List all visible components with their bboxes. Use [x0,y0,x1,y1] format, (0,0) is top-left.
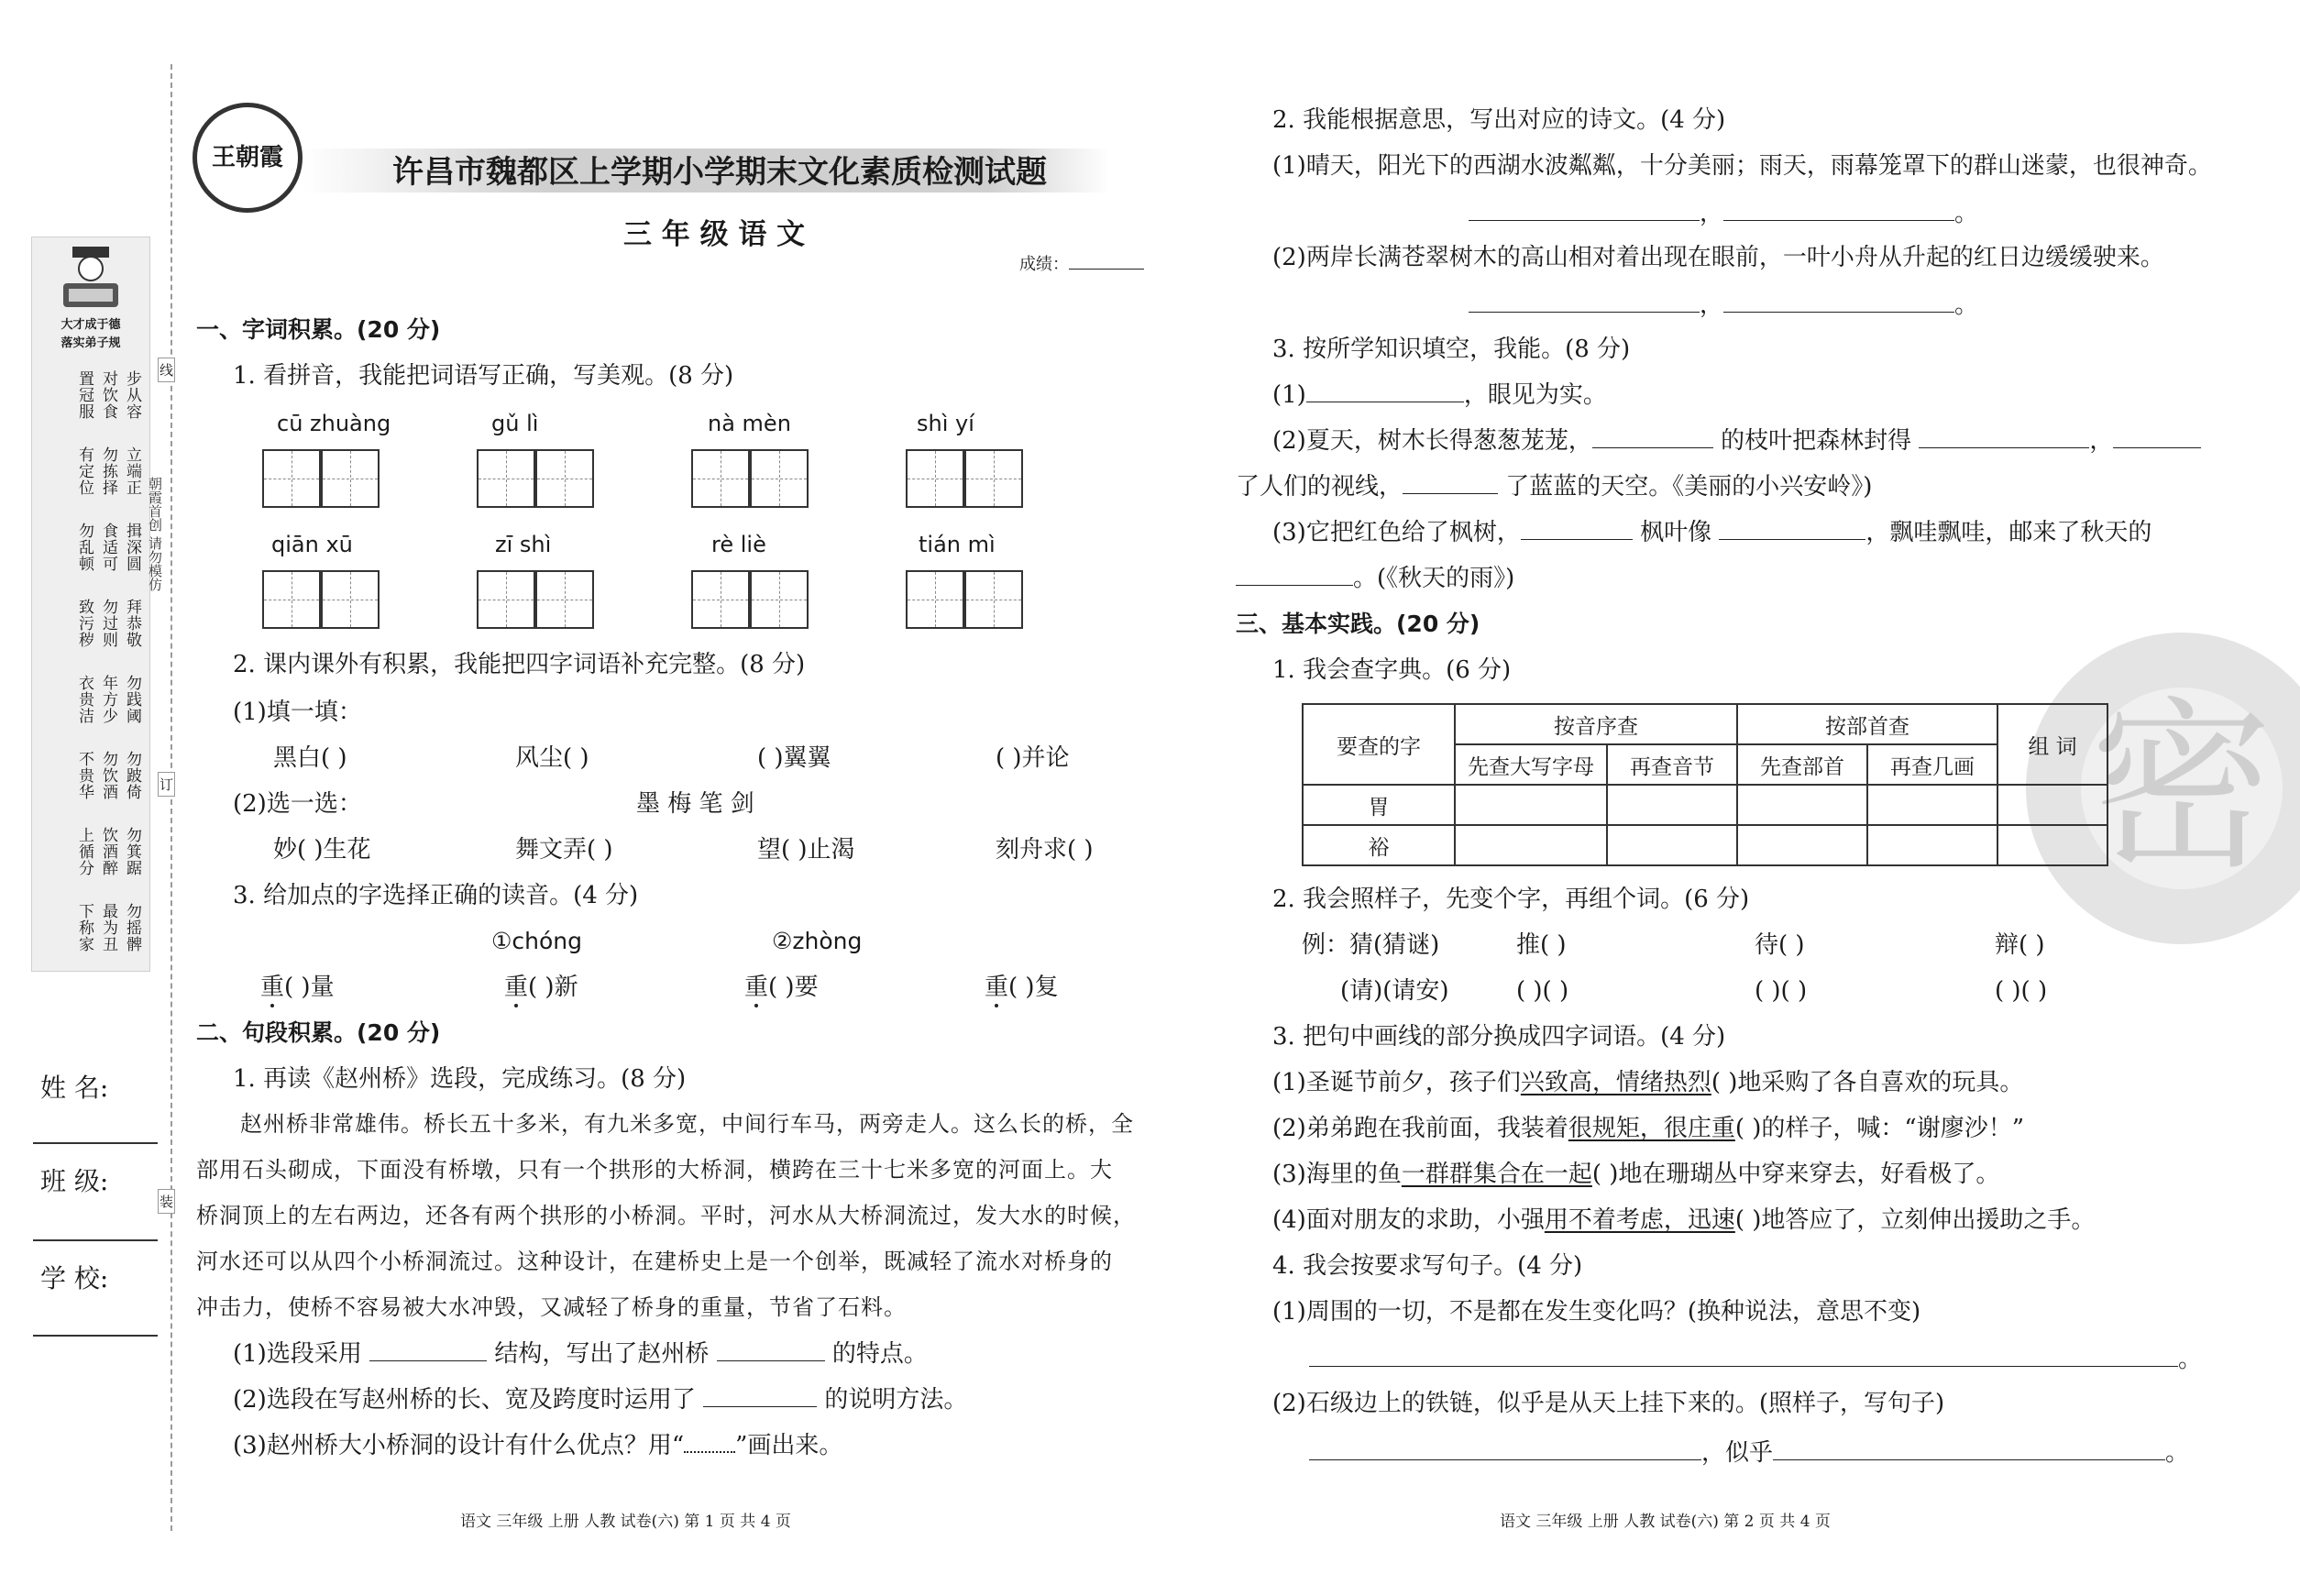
writing-cell[interactable] [262,449,321,508]
sidebar-verse: 不贵华 [75,751,94,800]
writing-cell[interactable] [964,570,1023,629]
sidebar-verse: 勿饮酒 [99,751,117,800]
passage-line: 冲击力，使桥不容易被大水冲毁，又减轻了桥身的重量，节省了石料。 [196,1294,907,1320]
question-2-1: 1. 再读《赵州桥》选段，完成练习。(8 分) [233,1065,687,1093]
answer-blank[interactable] [1919,446,2089,448]
question-r-2: 2. 我能根据意思，写出对应的诗文。(4 分) [1272,106,1726,134]
scholar-figure [56,243,126,314]
answer-paren[interactable]: ( )地在珊瑚丛中穿来穿去，好看极了。 [1591,1161,2000,1188]
score-field[interactable] [1069,268,1144,270]
page-footer-2: 语文 三年级 上册 人教 试卷(六) 第 2 页 共 4 页 [1500,1513,1831,1531]
answer-blank[interactable] [1306,401,1464,402]
binding-line [171,64,172,1531]
passage-line: 河水还可以从四个小桥洞流过。这种设计，在建桥史上是一个创举，既减轻了流水对桥身的 [196,1249,1113,1274]
writing-cell[interactable] [535,449,594,508]
replace-2: (2)弟弟跑在我前面，我装着很规矩，很庄重( )的样子，喊：“谢廖沙！” [1272,1115,2024,1142]
table-row-char: 胃 [1303,785,1455,825]
school-field[interactable] [33,1335,158,1337]
sidebar-verse: 勿摇髀 [123,903,141,952]
sidebar-verse: 勿乱顿 [75,523,94,572]
sidebar-verse: 勿拣择 [99,446,117,496]
name-field[interactable] [33,1142,158,1144]
sidebar-verse: 拜恭敬 [123,599,141,648]
sidebar-verse: 致污秽 [75,599,94,648]
replace-4: (4)面对朋友的求助，小强用不着考虑，迅速( )地答应了，立刻伸出援助之手。 [1272,1206,2096,1234]
section-3-title: 三、基本实践。(20 分) [1236,611,1480,637]
pinyin-label: tián mì [919,532,996,557]
answer-blank[interactable] [1592,446,1713,448]
passage-line: 部用石头砌成，下面没有桥墩，只有一个拱形的大桥洞，横跨在三十七米多宽的河面上。大 [196,1157,1113,1183]
answer-blank[interactable] [2113,446,2201,448]
sentence-answer-2: ，似乎 。 [1309,1439,2189,1468]
underlined-phrase: 兴致高，情绪热烈 [1520,1069,1711,1096]
table-cell[interactable] [1455,825,1607,865]
idiom-item[interactable]: 望( )止渴 [757,836,855,864]
seal-mark-line: 线 [158,358,175,382]
answer-blank[interactable] [703,1405,817,1407]
page-footer-1: 语文 三年级 上册 人教 试卷(六) 第 1 页 共 4 页 [460,1513,791,1531]
pinyin-label: nà mèn [708,411,791,436]
sidebar-verse: 饮酒醉 [99,827,117,876]
answer-blank[interactable] [1469,311,1700,313]
th-by-sound: 按音序查 [1455,704,1737,744]
answer-line[interactable] [1773,1458,2165,1460]
choose-options: 墨 梅 笔 剑 [636,790,754,818]
th-word: 组 词 [1997,704,2107,785]
th-sub: 再查音节 [1607,744,1737,785]
underlined-phrase: 一群群集合在一起 [1401,1161,1592,1188]
pinyin-label: gǔ lì [491,411,539,436]
pinyin-label: cū zhuàng [277,411,391,436]
sidebar-verse: 最为丑 [99,903,117,952]
writing-cell[interactable] [750,570,809,629]
answer-paren[interactable]: ( )的样子，喊：“谢廖沙！” [1734,1115,2024,1142]
sidebar-verse: 上循分 [75,827,94,876]
answer-blank[interactable] [1469,219,1700,221]
sidebar-verse: 衣贵洁 [75,675,94,724]
table-cell[interactable] [1997,785,2107,825]
sidebar-verse: 食适可 [99,523,117,572]
word-item[interactable]: 待( ) [1755,931,1805,959]
idiom-item[interactable]: 妙( )生花 [273,836,371,864]
answer-line[interactable] [1309,1365,2178,1367]
side-note: 朝霞首创 请勿模仿 [147,477,163,591]
answer-blank[interactable] [1403,492,1498,494]
th-char: 要查的字 [1303,704,1455,785]
answer-blank[interactable] [1723,219,1954,221]
pinyin-label: qiān xū [271,532,353,557]
table-cell[interactable] [1997,825,2107,865]
reading-item[interactable] [744,974,819,1002]
question-1-3: 3. 给加点的字选择正确的读音。(4 分) [233,882,639,909]
idiom-item[interactable]: 黑白( ) [273,744,347,772]
writing-cell[interactable] [691,449,750,508]
brand-name: 王朝霞 [211,144,283,171]
replace-3: (3)海里的鱼一群群集合在一起( )地在珊瑚丛中穿来穿去，好看极了。 [1272,1161,2000,1188]
dotted-char: 重 [744,974,769,1001]
answer-blank[interactable] [1236,584,1353,586]
sidebar-panel [31,237,150,972]
writing-cell[interactable] [321,449,380,508]
example-2: (请)(请安) [1340,977,1449,1005]
dotted-char: 重 [985,974,1009,1001]
section-1-title: 一、字词积累。(20 分) [196,316,441,343]
sidebar-verse: 勿过则 [99,599,117,648]
reading-blank: ( )要 [768,974,819,1001]
idiom-item[interactable]: 刻舟求( ) [996,836,1094,864]
table-cell[interactable] [1607,785,1737,825]
writing-cell[interactable] [535,570,594,629]
writing-cell[interactable] [750,449,809,508]
answer-paren[interactable]: ( )地答应了，立刻伸出援助之手。 [1734,1206,2096,1234]
reading-option-1: ①chóng [491,928,583,954]
reading-blank: ( )复 [1008,974,1059,1001]
pinyin-label: zī shì [495,532,552,557]
answer-blank[interactable] [1723,311,1954,313]
question-3-4: 4. 我会按要求写句子。(4 分) [1272,1252,1583,1280]
word-item[interactable]: 推( ) [1516,931,1567,959]
score-row [1019,255,1144,275]
fill-r-3: (3)它把红色给了枫树， 枫叶像 ，飘哇飘哇，邮来了秋天的 [1272,519,2152,546]
answer-blank[interactable] [717,1359,825,1361]
sidebar-verse: 勿跛倚 [123,751,141,800]
poem-prompt-1: (1)晴天，阳光下的西湖水波粼粼，十分美丽；雨天，雨幕笼罩下的群山迷蒙，也很神奇。 [1272,152,2212,180]
dictionary-table [1302,703,2108,866]
exam-title: 许昌市魏都区上学期小学期末文化素质检测试题 [392,154,1047,191]
question-1-2: 2. 课内课外有积累，我能把四字词语补充完整。(8 分) [233,651,806,678]
word-item[interactable]: 辩( ) [1995,931,2045,959]
pinyin-label: rè liè [711,532,766,557]
idiom-item[interactable]: 风尘( ) [515,744,589,772]
writing-cell[interactable] [321,570,380,629]
sidebar-verse: 置冠服 [75,370,94,420]
reading-item[interactable] [504,974,578,1002]
th-sub: 先查大写字母 [1455,744,1607,785]
th-sub: 再查几画 [1867,744,1997,785]
answer-blank[interactable] [1521,538,1633,540]
fill-r-3b: 。(《秋天的雨》) [1236,565,1514,593]
replace-1: (1)圣诞节前夕，孩子们兴致高，情绪热烈( )地采购了各自喜欢的玩具。 [1272,1069,2024,1096]
dotted-char: 重 [260,974,285,1001]
fill-r-2: (2)夏天，树木长得葱葱茏茏， 的枝叶把森林封得 ， [1272,427,2201,456]
writing-cell[interactable] [964,449,1023,508]
fill-r-2b: 了人们的视线， 了蓝蓝的天空。《美丽的小兴安岭》) [1236,473,1873,501]
dotted-char: 重 [504,974,529,1001]
class-field[interactable] [33,1239,158,1241]
sentence-task-1: (1)周围的一切，不是都在发生变化吗？(换种说法，意思不变) [1272,1298,1921,1326]
motto-line-1: 大才成于德 [61,318,121,332]
table-cell[interactable] [1867,825,1997,865]
writing-cell[interactable] [477,570,535,629]
idiom-item[interactable]: 舞文弄( ) [515,836,613,864]
poem-prompt-2: (2)两岸长满苍翠树木的高山相对着出现在眼前，一叶小舟从升起的红日边缓缓驶来。 [1272,244,2164,271]
sentence-answer-1: 。 [1309,1346,2202,1374]
underlined-phrase: 很规矩，很庄重 [1568,1115,1735,1142]
poem-answer-1: ， 。 [1469,200,1978,228]
wavy-line-mark [684,1446,735,1453]
sidebar-verse: 步从容 [123,370,141,420]
sidebar-verse: 立端正 [123,446,141,496]
score-label: 成绩： [1019,255,1069,274]
fill-r-1: (1) ，眼见为实。 [1272,381,1607,409]
passage-question-3: (3)赵州桥大小桥洞的设计有什么优点？用“ ”画出来。 [233,1432,843,1459]
answer-blank[interactable] [1719,538,1865,540]
reading-item[interactable] [985,974,1059,1002]
exam-subject: 三 年 级 语 文 [623,218,806,251]
table-cell[interactable] [1737,825,1867,865]
fill-label: (1)填一填： [233,699,362,726]
passage-line: 赵州桥非常雄伟。桥长五十多米，有九米多宽，中间行车马，两旁走人。这么长的桥，全 [240,1111,1134,1137]
answer-paren[interactable]: ( )地采购了各自喜欢的玩具。 [1711,1069,2024,1096]
writing-cell[interactable] [477,449,535,508]
poem-answer-2: ， 。 [1469,292,1978,320]
sidebar-motto [36,316,146,352]
choose-label: (2)选一选： [233,790,362,818]
passage-question-1: (1)选段采用 结构，写出了赵州桥 的特点。 [233,1340,928,1368]
sidebar-verse: 年方少 [99,675,117,724]
table-cell[interactable] [1455,785,1607,825]
sentence-task-2: (2)石级边上的铁链，似乎是从天上挂下来的。(照样子，写句子) [1272,1390,1945,1417]
idiom-item[interactable]: ( )并论 [996,744,1070,772]
question-3-1: 1. 我会查字典。(6 分) [1272,656,1512,684]
reading-option-2: ②zhòng [772,928,863,954]
word-pair[interactable]: ( )( ) [1995,977,2048,1005]
sidebar-verse: 有定位 [75,446,94,496]
sidebar-verse: 揖深圆 [123,523,141,572]
word-pair[interactable]: ( )( ) [1755,977,1808,1005]
th-sub: 先查部首 [1737,744,1867,785]
question-3-2: 2. 我会照样子，先变个字，再组个词。(6 分) [1272,886,1750,913]
table-cell[interactable] [1737,785,1867,825]
idiom-item[interactable]: ( )翼翼 [757,744,831,772]
writing-cell[interactable] [262,570,321,629]
passage-question-2: (2)选段在写赵州桥的长、宽及跨度时运用了 的说明方法。 [233,1386,968,1414]
reading-blank: ( )新 [528,974,578,1001]
reading-blank: ( )量 [284,974,335,1001]
sidebar-verse: 下称家 [75,903,94,952]
seal-mark-ding: 订 [158,772,175,797]
writing-cell[interactable] [906,449,964,508]
class-label: 班 级: [40,1166,109,1196]
table-row-char: 裕 [1303,825,1455,865]
table-cell[interactable] [1867,785,1997,825]
word-pair[interactable]: ( )( ) [1516,977,1569,1005]
answer-line[interactable] [1309,1458,1701,1460]
example-1: 例：猜(猜谜) [1302,931,1440,959]
reading-item[interactable] [260,974,335,1002]
question-1-1: 1. 看拼音，我能把词语写正确，写美观。(8 分) [233,362,734,390]
school-label: 学 校: [40,1263,109,1293]
section-2-title: 二、句段积累。(20 分) [196,1019,441,1046]
th-by-radical: 按部首查 [1737,704,1997,744]
writing-cell[interactable] [691,570,750,629]
pinyin-label: shì yí [917,411,974,436]
brand-logo [193,103,303,213]
sidebar-verse: 勿践阈 [123,675,141,724]
question-r-3: 3. 按所学知识填空，我能。(8 分) [1272,336,1631,363]
underlined-phrase: 用不着考虑，迅速 [1544,1206,1735,1234]
passage-line: 桥洞顶上的左右两边，还各有两个拱形的小桥洞。平时，河水从大桥洞流过，发大水的时候， [196,1203,1136,1228]
sidebar-verse: 勿箕踞 [123,827,141,876]
motto-line-2: 落实弟子规 [61,336,121,350]
question-3-3: 3. 把句中画线的部分换成四字词语。(4 分) [1272,1023,1726,1051]
seal-char: 密 [2089,681,2273,895]
writing-cell[interactable] [906,570,964,629]
name-label: 姓 名: [40,1073,109,1103]
sidebar-verse: 对饮食 [99,370,117,420]
seal-mark-zhuang: 装 [158,1189,175,1214]
answer-blank[interactable] [369,1359,487,1361]
table-cell[interactable] [1607,825,1737,865]
